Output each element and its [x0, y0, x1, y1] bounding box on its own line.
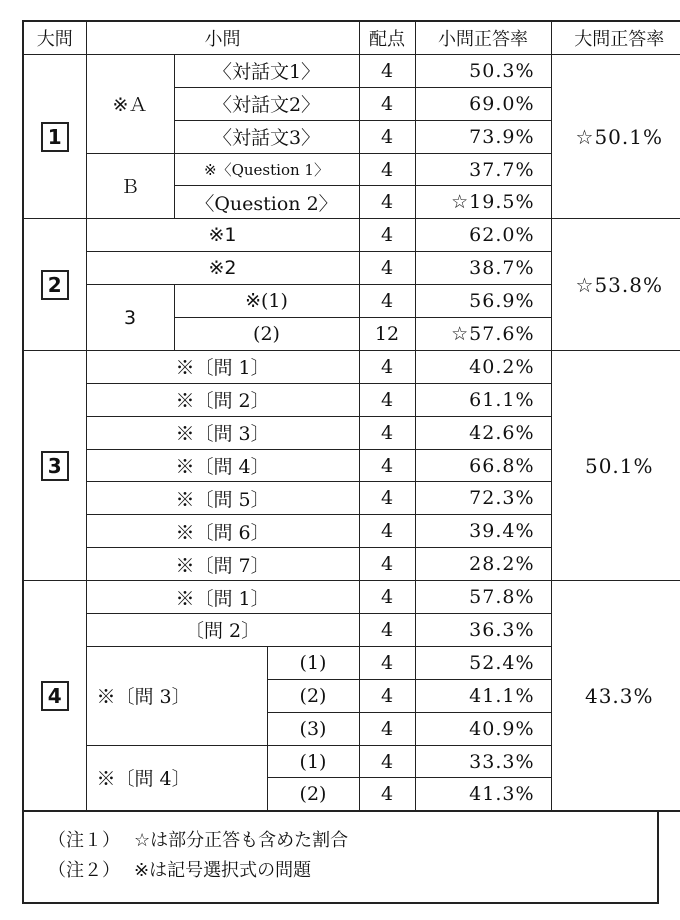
section-total-rate: 50.1%	[551, 350, 680, 580]
question-label: 〈対話文2〉	[174, 87, 359, 120]
rate-cell: 69.0%	[415, 87, 551, 120]
table-row	[23, 54, 680, 87]
question-label: ※〈Question 1〉	[174, 153, 359, 186]
question-label: ※〔問 3〕	[86, 416, 359, 449]
points-cell: 4	[359, 416, 415, 449]
section-number-cell	[23, 54, 86, 218]
sub-group-label: 3	[86, 285, 174, 351]
question-label: ※〔問 4〕	[86, 449, 359, 482]
header-row	[23, 21, 680, 54]
section-total-rate: 43.3%	[551, 581, 680, 812]
points-cell: 4	[359, 581, 415, 614]
sub-group-label: ※Ａ	[86, 54, 174, 153]
rate-cell: 41.1%	[415, 679, 551, 712]
question-label: (2)	[267, 679, 359, 712]
rate-cell: 56.9%	[415, 285, 551, 318]
points-cell: 4	[359, 252, 415, 285]
question-label: ※〔問 6〕	[86, 515, 359, 548]
section-number-cell	[23, 581, 86, 812]
rate-cell: 38.7%	[415, 252, 551, 285]
section-number-cell	[23, 219, 86, 351]
rate-cell: 40.2%	[415, 350, 551, 383]
rate-cell: ☆19.5%	[415, 186, 551, 219]
header-minor-question: 小問	[86, 21, 359, 54]
rate-cell: 52.4%	[415, 646, 551, 679]
note-2-text: ※は記号選択式の問題	[134, 860, 312, 882]
question-label: 〈Question 2〉	[174, 186, 359, 219]
rate-cell: 72.3%	[415, 482, 551, 515]
rate-cell: 73.9%	[415, 120, 551, 153]
header-major-rate: 大問正答率	[551, 21, 680, 54]
rate-cell: 28.2%	[415, 548, 551, 581]
rate-cell: 33.3%	[415, 745, 551, 778]
question-label: ※〔問 5〕	[86, 482, 359, 515]
rate-cell: 61.1%	[415, 383, 551, 416]
question-label: (1)	[267, 646, 359, 679]
rate-cell: 39.4%	[415, 515, 551, 548]
section-number: 1	[41, 122, 69, 152]
rate-cell: 62.0%	[415, 219, 551, 252]
question-label: 〔問 2〕	[86, 614, 359, 647]
points-cell: 4	[359, 614, 415, 647]
points-cell: 4	[359, 186, 415, 219]
question-label: 〈対話文1〉	[174, 54, 359, 87]
table-row	[23, 350, 680, 383]
points-cell: 4	[359, 219, 415, 252]
question-label: ※〔問 1〕	[86, 581, 359, 614]
rate-cell: 57.8%	[415, 581, 551, 614]
points-cell: 12	[359, 318, 415, 351]
rate-cell: 36.3%	[415, 614, 551, 647]
points-cell: 4	[359, 646, 415, 679]
points-cell: 4	[359, 285, 415, 318]
question-label: (2)	[174, 318, 359, 351]
question-label: ※〔問 7〕	[86, 548, 359, 581]
points-cell: 4	[359, 712, 415, 745]
table-row	[23, 581, 680, 614]
rate-cell: 41.3%	[415, 778, 551, 811]
question-label: (2)	[267, 778, 359, 811]
sub-group-label: Ｂ	[86, 153, 174, 219]
notes-box	[22, 812, 659, 904]
points-cell: 4	[359, 87, 415, 120]
results-document	[22, 20, 663, 904]
rate-cell: 50.3%	[415, 54, 551, 87]
points-cell: 4	[359, 54, 415, 87]
question-label: (1)	[267, 745, 359, 778]
points-cell: 4	[359, 383, 415, 416]
points-cell: 4	[359, 120, 415, 153]
section-number-cell	[23, 350, 86, 580]
header-major-question: 大問	[23, 21, 86, 54]
section-number: 2	[41, 270, 69, 300]
note-2-tag: （注２）	[48, 860, 120, 882]
section-number: 4	[41, 681, 69, 711]
note-1	[48, 826, 657, 856]
rate-cell: 66.8%	[415, 449, 551, 482]
note-2	[48, 856, 657, 886]
score-table	[22, 20, 680, 812]
points-cell: 4	[359, 548, 415, 581]
rate-cell: 42.6%	[415, 416, 551, 449]
question-label: (3)	[267, 712, 359, 745]
section-total-rate: ☆53.8%	[551, 219, 680, 351]
rate-cell: 40.9%	[415, 712, 551, 745]
points-cell: 4	[359, 350, 415, 383]
question-label: ※2	[86, 252, 359, 285]
table-row	[23, 219, 680, 252]
points-cell: 4	[359, 679, 415, 712]
header-points: 配点	[359, 21, 415, 54]
rate-cell: ☆57.6%	[415, 318, 551, 351]
question-label: ※1	[86, 219, 359, 252]
sub-group-label: ※〔問 3〕	[86, 646, 267, 745]
question-label: ※〔問 2〕	[86, 383, 359, 416]
points-cell: 4	[359, 482, 415, 515]
header-minor-rate: 小問正答率	[415, 21, 551, 54]
section-total-rate: ☆50.1%	[551, 54, 680, 218]
note-1-tag: （注１）	[48, 830, 120, 852]
question-label: 〈対話文3〉	[174, 120, 359, 153]
section-number: 3	[41, 451, 69, 481]
points-cell: 4	[359, 745, 415, 778]
points-cell: 4	[359, 778, 415, 811]
question-label: ※(1)	[174, 285, 359, 318]
points-cell: 4	[359, 153, 415, 186]
rate-cell: 37.7%	[415, 153, 551, 186]
points-cell: 4	[359, 449, 415, 482]
points-cell: 4	[359, 515, 415, 548]
sub-group-label: ※〔問 4〕	[86, 745, 267, 811]
question-label: ※〔問 1〕	[86, 350, 359, 383]
note-1-text: ☆は部分正答も含めた割合	[134, 830, 349, 852]
